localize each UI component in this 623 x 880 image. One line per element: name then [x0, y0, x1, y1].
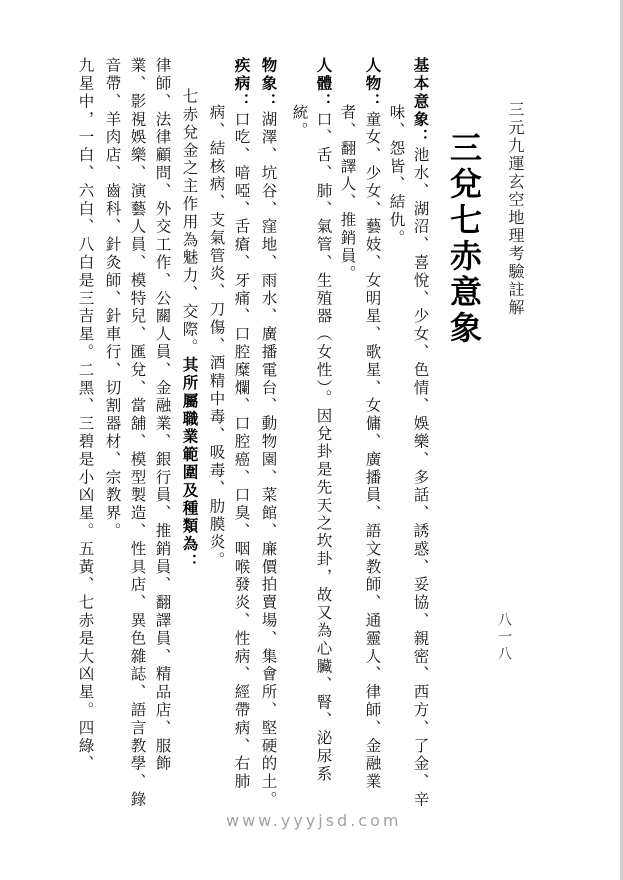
line-text: 統。	[290, 104, 309, 140]
text-line	[208, 104, 224, 569]
text-line	[260, 57, 277, 809]
page-number: 八一八	[496, 612, 512, 663]
running-header: 三元九運玄空地理考驗註解	[506, 101, 525, 317]
line-text: 律師、法律顧問、外交工作、公關人員、金融業、銀行員、推銷員、翻譯員、精品店、服飾	[153, 57, 172, 773]
text-line	[129, 57, 145, 809]
text-line	[315, 57, 332, 783]
text-line	[339, 104, 355, 283]
text-line	[388, 104, 404, 247]
text-line	[364, 57, 381, 791]
line-text: 口、舌、肺、氣管、生殖器（女性）。因兌卦是先天之坎卦，故又為心臟、腎、泌尿系	[314, 110, 333, 784]
text-line	[104, 57, 120, 540]
emphasized-phrase: 其所屬職業範圍及種類為：	[180, 356, 200, 572]
line-text: 九星中，一白、六白、八白是三吉星。二黑、三碧是小凶星。五黃、七赤是大凶星。四綠、	[76, 57, 95, 773]
text-line	[412, 57, 429, 809]
line-text: 音帶、羊肉店、齒科、針灸師、針車行、切割器材、宗教界。	[103, 57, 122, 541]
section-title: 三兌七赤意象	[445, 131, 483, 347]
text-line	[77, 57, 93, 773]
line-text: 七赤兌金之主作用為魅力、交際。其所屬職業範圍及種類為：	[180, 88, 200, 572]
text-line	[154, 57, 170, 773]
line-text: 池水、湖沼、喜悅、少女、色情、娛樂、多話、誘惑、妥協、親密、西方、了金、辛	[411, 146, 430, 809]
text-line	[233, 57, 250, 791]
line-label: 物象：	[259, 57, 279, 111]
line-text: 口吃、喑啞、舌瘡、牙痛、口腔糜爛、口腔癌、口臭、咽喉發炎、性病、經帶病、右肺	[232, 110, 251, 791]
watermark-url: www.yyyjsd.com	[226, 811, 402, 830]
line-label: 人體：	[314, 57, 334, 111]
line-label: 疾病：	[232, 57, 252, 111]
line-text: 業、影視娛樂、演藝人員、模特兒、匯兌、當舖、模型製造、性具店、異色雜誌、語言教學、錄	[128, 57, 147, 809]
line-label: 人物：	[363, 57, 383, 111]
line-label: 基本意象：	[411, 57, 431, 147]
line-text: 味、怨皆、結仇。	[387, 104, 406, 248]
line-text: 病、結核病、支氣管炎、刀傷、酒精中毒、吸毒、肋膜炎。	[207, 104, 226, 570]
line-text: 童女、少女、藝妓、女明星、歌星、女傭、廣播員、語文教師、通靈人、律師、金融業	[363, 110, 382, 791]
text-line	[291, 104, 307, 140]
line-text: 湖澤、坑谷、窪地、雨水、廣播電台、動物園、菜館、廉價拍賣場、集會所、堅硬的土。	[259, 110, 278, 809]
text-line	[181, 88, 198, 571]
line-text: 者、翻譯人、推銷員。	[338, 104, 357, 283]
